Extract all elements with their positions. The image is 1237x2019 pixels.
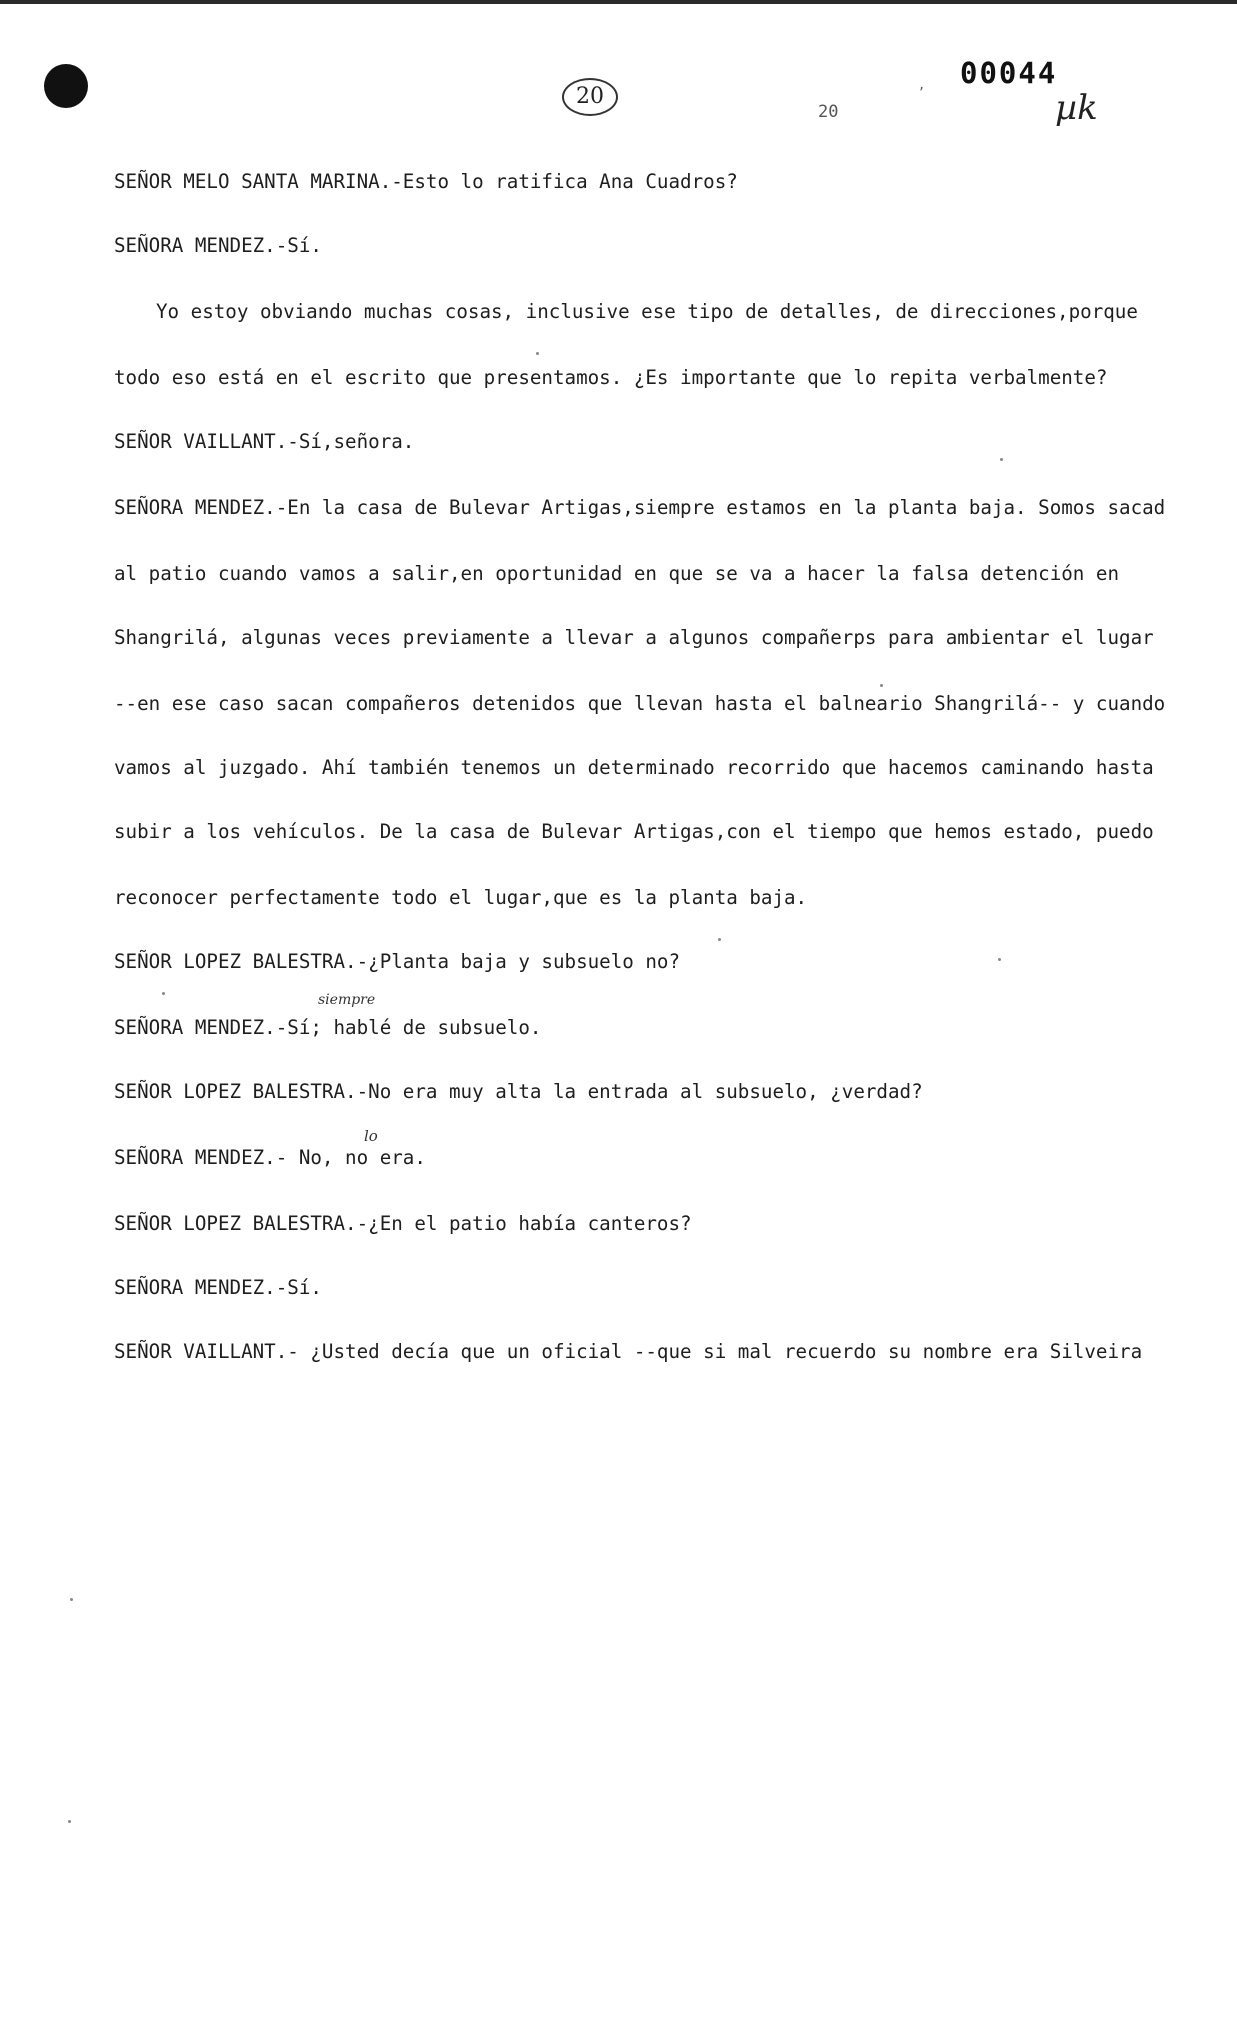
speck <box>70 1598 73 1601</box>
transcript-line: SEÑORA MENDEZ.-En la casa de Bulevar Artigas,siempre estamos en la planta baja. Somos sacad <box>114 496 1166 519</box>
transcript-line: SEÑOR VAILLANT.- ¿Usted decía que un oficial --que si mal recuerdo su nombre era Silveira <box>114 1340 1143 1363</box>
tick-mark: , <box>918 78 926 92</box>
handwritten-initials: µk <box>1055 88 1098 128</box>
transcript-line: al patio cuando vamos a salir,en oportunidad en que se va a hacer la falsa detención en <box>114 562 1120 585</box>
handwritten-insertion: siempre <box>318 992 376 1008</box>
folio-stamp: 00044 <box>960 56 1058 90</box>
transcript-line: SEÑORA MENDEZ.-Sí; hablé de subsuelo. <box>114 1016 542 1039</box>
speck <box>68 1820 71 1823</box>
speck <box>162 992 165 995</box>
transcript-line: SEÑOR LOPEZ BALESTRA.-No era muy alta la entrada al subsuelo, ¿verdad? <box>114 1080 923 1103</box>
top-rule <box>0 0 1237 4</box>
transcript-line: Yo estoy obviando muchas cosas, inclusive ese tipo de detalles, de direcciones,porque <box>156 300 1138 323</box>
transcript-line: SEÑORA MENDEZ.- No, no era. <box>114 1146 426 1169</box>
transcript-line: SEÑOR MELO SANTA MARINA.-Esto lo ratifica Ana Cuadros? <box>114 170 738 193</box>
handwritten-insertion: lo <box>364 1127 378 1145</box>
punch-hole <box>44 64 88 108</box>
speck <box>718 938 721 941</box>
transcript-line: vamos al juzgado. Ahí también tenemos un determinado recorrido que hacemos caminando hasta <box>114 756 1154 779</box>
transcript-line: SEÑORA MENDEZ.-Sí. <box>114 234 322 257</box>
transcript-line: todo eso está en el escrito que presentamos. ¿Es importante que lo repita verbalmente? <box>114 366 1108 389</box>
speck <box>998 958 1001 961</box>
transcript-line: reconocer perfectamente todo el lugar,que es la planta baja. <box>114 886 808 909</box>
page-number: 20 <box>818 102 839 122</box>
transcript-line: Shangrilá, algunas veces previamente a llevar a algunos compañerps para ambientar el lugar <box>114 626 1154 649</box>
transcript-line: SEÑOR LOPEZ BALESTRA.-¿Planta baja y subsuelo no? <box>114 950 681 973</box>
transcript-line: SEÑORA MENDEZ.-Sí. <box>114 1276 322 1299</box>
speck <box>536 352 539 355</box>
speck <box>880 684 883 687</box>
speck <box>1000 458 1003 461</box>
circled-page-number: 20 <box>562 78 618 116</box>
transcript-line: --en ese caso sacan compañeros detenidos que llevan hasta el balneario Shangrilá-- y cuando <box>114 692 1166 715</box>
transcript-line: SEÑOR LOPEZ BALESTRA.-¿En el patio había canteros? <box>114 1212 692 1235</box>
transcript-line: SEÑOR VAILLANT.-Sí,señora. <box>114 430 415 453</box>
transcript-line: subir a los vehículos. De la casa de Bulevar Artigas,con el tiempo que hemos estado, puedo <box>114 820 1154 843</box>
